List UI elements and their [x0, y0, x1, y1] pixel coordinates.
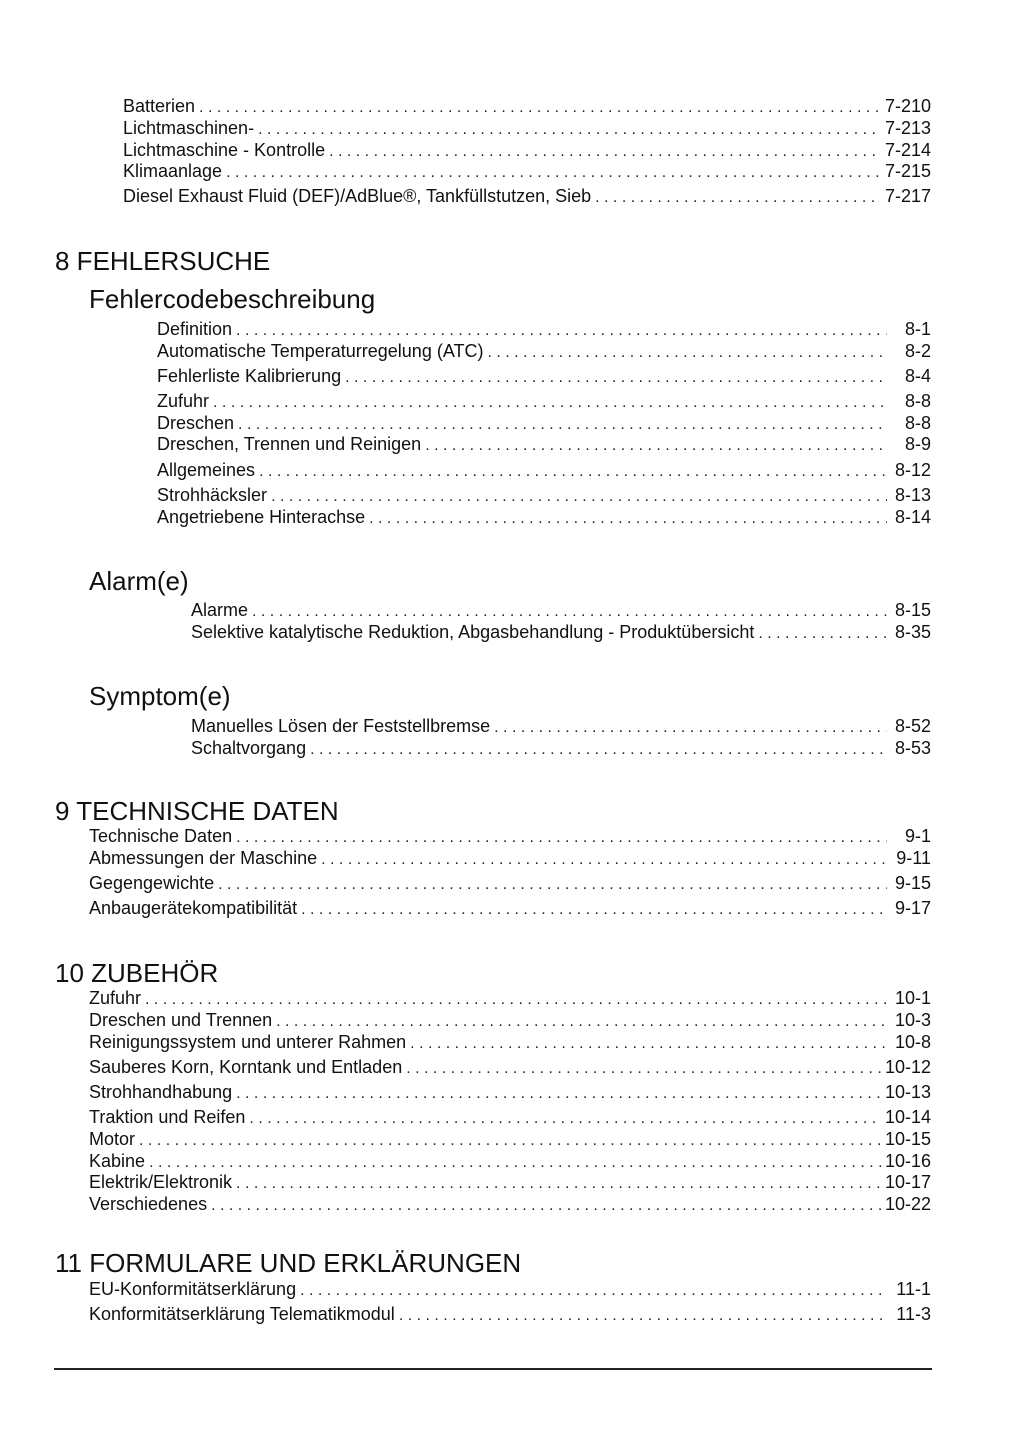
leader-dots: [369, 508, 887, 530]
toc-entry-label: Reinigungssystem und unterer Rahmen: [89, 1032, 407, 1052]
toc-entry-label: Kabine: [89, 1151, 146, 1171]
toc-entry-label: Verschiedenes: [89, 1194, 208, 1214]
toc-entry-label: Klimaanlage: [123, 161, 223, 181]
toc-entry[interactable]: [89, 1193, 931, 1217]
toc-entry[interactable]: [89, 1303, 931, 1327]
toc-entry-label: Manuelles Lösen der Feststellbremse: [191, 716, 491, 736]
leader-dots: [249, 1108, 881, 1130]
leader-dots: [425, 435, 887, 457]
toc-entry[interactable]: [89, 1128, 931, 1152]
toc-entry-page: 8-12: [894, 460, 931, 480]
leader-dots: [218, 874, 887, 896]
toc-entry-label: Strohhäcksler: [157, 485, 268, 505]
toc-entry[interactable]: [123, 117, 931, 141]
toc-entry-label: Abmessungen der Maschine: [89, 848, 318, 868]
toc-entry[interactable]: [89, 872, 931, 896]
toc-entry[interactable]: [89, 1278, 931, 1302]
leader-dots: [487, 342, 887, 364]
toc-entry[interactable]: [191, 737, 931, 761]
leader-dots: [211, 1195, 881, 1217]
toc-entry-label: Automatische Temperaturregelung (ATC): [157, 341, 484, 361]
toc-entry[interactable]: [89, 1056, 931, 1080]
toc-entry[interactable]: [89, 1031, 931, 1055]
toc-entry[interactable]: [89, 897, 931, 921]
toc-entry[interactable]: [89, 1171, 931, 1195]
toc-entry[interactable]: [89, 1106, 931, 1130]
leader-dots: [252, 601, 887, 623]
toc-entry-label: Lichtmaschinen-: [123, 118, 255, 138]
toc-entry[interactable]: [157, 340, 931, 364]
toc-entry-page: 8-1: [904, 319, 931, 339]
toc-entry-label: Selektive katalytische Reduktion, Abgasbehandlung - Produktübersicht: [191, 622, 755, 642]
leader-dots: [321, 849, 887, 871]
toc-entry[interactable]: [89, 1081, 931, 1105]
toc-entry-page: 10-8: [894, 1032, 931, 1052]
toc-entry-page: 7-217: [884, 186, 931, 206]
chapter-heading: 10 ZUBEHÖR: [55, 958, 219, 988]
toc-entry[interactable]: [89, 1009, 931, 1033]
toc-entry-page: 8-8: [904, 413, 931, 433]
toc-entry-label: Fehlerliste Kalibrierung: [157, 366, 342, 386]
toc-entry[interactable]: [157, 484, 931, 508]
toc-entry-page: 11-1: [896, 1279, 931, 1299]
toc-entry-label: Definition: [157, 319, 233, 339]
toc-entry[interactable]: [191, 621, 931, 645]
toc-entry-page: 8-8: [904, 391, 931, 411]
leader-dots: [199, 97, 881, 119]
toc-entry[interactable]: [89, 825, 931, 849]
toc-entry-page: 7-210: [884, 96, 931, 116]
footer-rule: [54, 1368, 932, 1370]
toc-entry-page: 8-2: [904, 341, 931, 361]
leader-dots: [259, 461, 887, 483]
toc-entry-page: 10-22: [884, 1194, 931, 1214]
toc-entry-page: 8-53: [894, 738, 931, 758]
toc-entry-label: Konformitätserklärung Telematikmodul: [89, 1304, 395, 1324]
leader-dots: [494, 717, 887, 739]
toc-entry-page: 8-9: [904, 434, 931, 454]
leader-dots: [310, 739, 887, 761]
leader-dots: [276, 1011, 887, 1033]
leader-dots: [301, 899, 887, 921]
toc-entry[interactable]: [89, 987, 931, 1011]
toc-entry-label: Technische Daten: [89, 826, 233, 846]
toc-entry-page: 10-13: [884, 1082, 931, 1102]
toc-entry-label: Motor: [89, 1129, 136, 1149]
toc-entry-page: 8-35: [894, 622, 931, 642]
toc-entry-page: 10-17: [884, 1172, 931, 1192]
toc-entry-label: Zufuhr: [157, 391, 210, 411]
toc-entry-label: Gegengewichte: [89, 873, 215, 893]
toc-entry-page: 8-15: [894, 600, 931, 620]
toc-entry-label: Dreschen und Trennen: [89, 1010, 273, 1030]
section-heading: Alarm(e): [89, 566, 189, 596]
leader-dots: [300, 1280, 887, 1302]
toc-entry[interactable]: [157, 459, 931, 483]
toc-entry[interactable]: [157, 365, 931, 389]
leader-dots: [226, 162, 881, 184]
chapter-heading: 9 TECHNISCHE DATEN: [55, 796, 339, 826]
section-heading: Fehlercodebeschreibung: [89, 284, 376, 314]
leader-dots: [595, 187, 881, 209]
chapter-heading: 11 FORMULARE UND ERKLÄRUNGEN: [55, 1248, 522, 1278]
toc-entry-label: Zufuhr: [89, 988, 142, 1008]
toc-entry-label: Elektrik/Elektronik: [89, 1172, 233, 1192]
toc-entry[interactable]: [157, 318, 931, 342]
toc-entry[interactable]: [191, 715, 931, 739]
toc-entry-page: 10-3: [894, 1010, 931, 1030]
toc-entry-label: Sauberes Korn, Korntank und Entladen: [89, 1057, 403, 1077]
leader-dots: [236, 1173, 881, 1195]
toc-entry[interactable]: [191, 599, 931, 623]
toc-entry-page: 8-52: [894, 716, 931, 736]
toc-entry-page: 8-4: [904, 366, 931, 386]
toc-entry-page: 8-13: [894, 485, 931, 505]
toc-entry[interactable]: [123, 95, 931, 119]
leader-dots: [236, 827, 887, 849]
leader-dots: [145, 989, 887, 1011]
leader-dots: [236, 1083, 881, 1105]
toc-entry[interactable]: [157, 506, 931, 530]
toc-entry-page: 9-11: [896, 848, 931, 868]
toc-entry-label: EU-Konformitätserklärung: [89, 1279, 297, 1299]
toc-entry-page: 10-12: [884, 1057, 931, 1077]
toc-entry-page: 9-1: [904, 826, 931, 846]
leader-dots: [271, 486, 887, 508]
leader-dots: [406, 1058, 881, 1080]
chapter-heading: 8 FEHLERSUCHE: [55, 246, 271, 276]
toc-entry[interactable]: [157, 390, 931, 414]
toc-entry-label: Diesel Exhaust Fluid (DEF)/AdBlue®, Tankfüllstutzen, Sieb: [123, 186, 592, 206]
section-heading: Symptom(e): [89, 681, 231, 711]
leader-dots: [345, 367, 887, 389]
toc-entry-page: 11-3: [896, 1304, 931, 1324]
leader-dots: [213, 392, 887, 414]
toc-entry-label: Anbaugerätekompatibilität: [89, 898, 298, 918]
leader-dots: [236, 320, 887, 342]
toc-entry[interactable]: [89, 847, 931, 871]
toc-entry-page: 10-16: [884, 1151, 931, 1171]
toc-entry-page: 9-15: [894, 873, 931, 893]
toc-entry-label: Angetriebene Hinterachse: [157, 507, 366, 527]
toc-entry-page: 10-14: [884, 1107, 931, 1127]
toc-entry-label: Dreschen: [157, 413, 235, 433]
leader-dots: [139, 1130, 881, 1152]
toc-entry-label: Strohhandhabung: [89, 1082, 233, 1102]
leader-dots: [410, 1033, 887, 1055]
toc-entry-label: Alarme: [191, 600, 249, 620]
toc-entry[interactable]: [157, 433, 931, 457]
leader-dots: [399, 1305, 887, 1327]
toc-entry-page: 7-214: [884, 140, 931, 160]
toc-entry-page: 8-14: [894, 507, 931, 527]
toc-entry-label: Allgemeines: [157, 460, 256, 480]
toc-entry[interactable]: [123, 185, 931, 209]
toc-entry-page: 7-215: [884, 161, 931, 181]
toc-entry[interactable]: [123, 160, 931, 184]
toc-entry-label: Traktion und Reifen: [89, 1107, 246, 1127]
leader-dots: [258, 119, 881, 141]
toc-entry-label: Batterien: [123, 96, 196, 116]
toc-entry-label: Lichtmaschine - Kontrolle: [123, 140, 326, 160]
toc-entry-label: Dreschen, Trennen und Reinigen: [157, 434, 422, 454]
toc-entry-page: 10-15: [884, 1129, 931, 1149]
toc-entry-page: 7-213: [884, 118, 931, 138]
toc-entry-label: Schaltvorgang: [191, 738, 307, 758]
toc-entry-page: 9-17: [894, 898, 931, 918]
toc-entry-page: 10-1: [894, 988, 931, 1008]
leader-dots: [758, 623, 887, 645]
